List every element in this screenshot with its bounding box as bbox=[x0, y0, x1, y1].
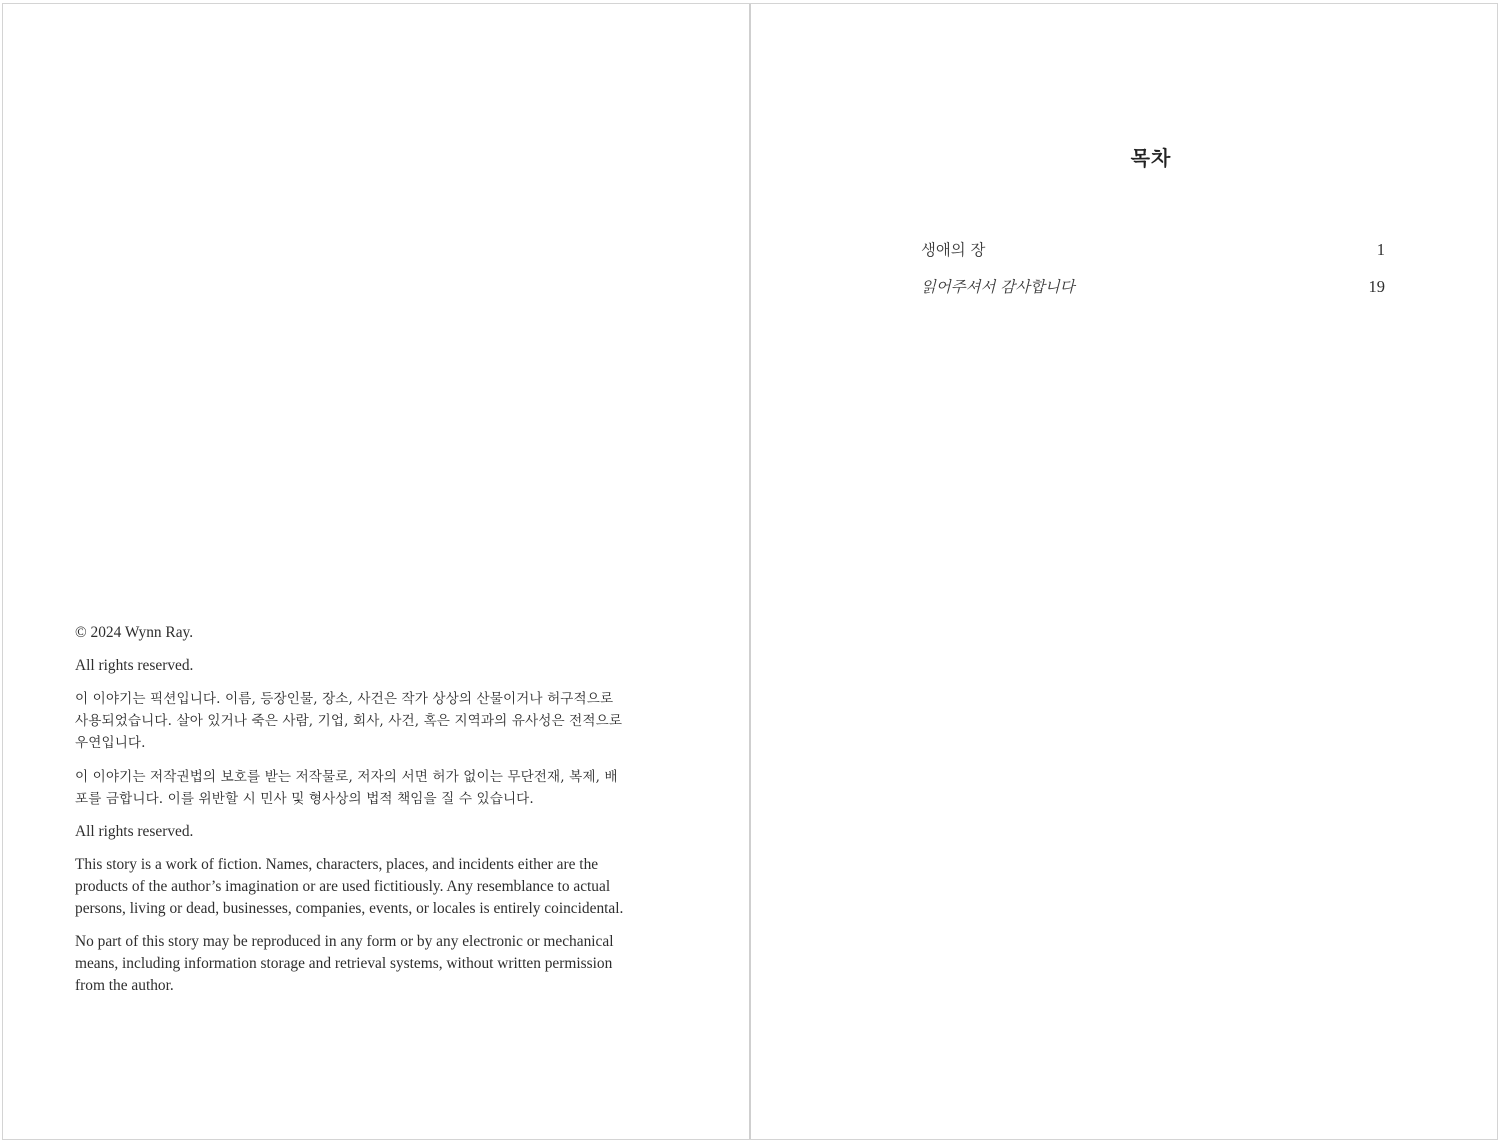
toc-entry-label: 생애의 장 bbox=[921, 241, 986, 259]
rights-reserved-line: All rights reserved. bbox=[75, 823, 194, 841]
toc-entry-page-number: 1 bbox=[1376, 240, 1385, 259]
fiction-disclaimer-en: This story is a work of fiction. Names, characters, places, and incidents either are the products of the author’s imagination or are used fictitiously. Any resemblance to actual persons, living or dead, businesses, companies, events, or locales is entirely coincidental. bbox=[75, 856, 624, 917]
copyright-page bbox=[3, 4, 749, 1139]
fiction-disclaimer-ko: 이 이야기는 픽션입니다. 이름, 등장인물, 장소, 사건은 작가 상상의 산물이거나 허구적으로 사용되었습니다. 살아 있거나 죽은 사람, 기업, 회사, 사건, 혹은 지역과의 유사성은 전적으로 우연입니다. bbox=[75, 691, 623, 752]
copyright-block bbox=[75, 622, 625, 1008]
copyright-notice: © 2024 Wynn Ray. bbox=[75, 624, 194, 641]
reproduction-notice-en: No part of this story may be reproduced in any form or by any electronic or mechanical means, including information storage and retrieval systems, without written permission from the author. bbox=[75, 933, 614, 994]
toc-entry-label: 읽어주셔서 감사합니다 bbox=[921, 278, 1075, 296]
rights-reserved-line: All rights reserved. bbox=[75, 657, 194, 675]
toc-entry[interactable] bbox=[921, 238, 1385, 275]
copyright-warning-ko: 이 이야기는 저작권법의 보호를 받는 저작물로, 저자의 서면 허가 없이는 무단전재, 복제, 배포를 금합니다. 이를 위반할 시 민사 및 형사상의 법적 책임을 질 수 있습니다. bbox=[75, 768, 618, 807]
toc-title: 목차 bbox=[1130, 146, 1172, 170]
table-of-contents-page bbox=[751, 4, 1497, 1139]
toc-entry-page-number: 19 bbox=[1368, 277, 1385, 296]
toc-entry[interactable] bbox=[921, 275, 1385, 312]
book-spread bbox=[2, 3, 1498, 1140]
toc-list bbox=[921, 238, 1385, 312]
